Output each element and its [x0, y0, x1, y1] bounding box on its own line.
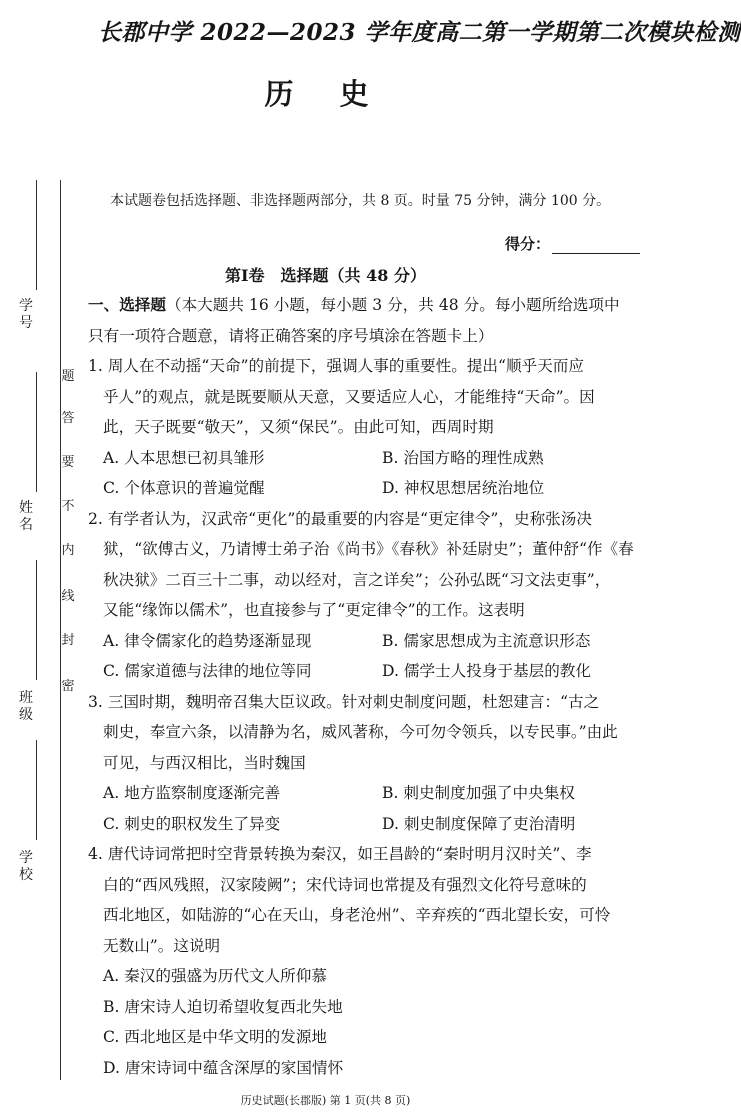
instruction-text: （本大题共 16 小题，每小题 3 分，共 48 分。每小题所给选项中	[165, 296, 620, 314]
question-stem-line: 又能“缘饰以儒术”，也直接参与了“更定律令”的工作。这表明	[103, 601, 525, 619]
seal-char: 内	[61, 543, 75, 558]
name-label: 姓 名	[19, 500, 33, 533]
option-b: B. 唐宋诗人迫切希望收复西北失地	[103, 997, 343, 1016]
score-blank	[552, 253, 640, 254]
option-row	[88, 443, 628, 474]
question-2	[88, 504, 634, 687]
question-content	[88, 290, 634, 1083]
seal-char: 题	[61, 369, 75, 384]
option-row	[88, 626, 628, 657]
option-a: A. 秦汉的强盛为历代文人所仰慕	[103, 967, 327, 985]
option-d: D. 儒学士人投身于基层的教化	[382, 662, 591, 680]
option-row	[88, 656, 628, 687]
seal-char: 不	[61, 499, 75, 514]
option-d: D. 刺史制度保障了吏治清明	[382, 814, 576, 833]
option-c: C. 个体意识的普遍觉醒	[103, 479, 265, 497]
class-blank	[36, 560, 37, 680]
option-b: B. 刺史制度加强了中央集权	[382, 784, 575, 802]
question-1	[88, 351, 628, 504]
subject-title: 历 史	[264, 77, 387, 111]
option-a: A. 律令儒家化的趋势逐渐显现	[103, 631, 312, 650]
school-label: 学 校	[19, 850, 33, 883]
question-stem-line: 此，天子既要“敬天”，又须“保民”。由此可知，西周时期	[103, 418, 494, 436]
option-row	[88, 809, 628, 840]
option-b: B. 治国方略的理性成熟	[382, 448, 544, 467]
option-d: D. 唐宋诗词中蕴含深厚的家国情怀	[103, 1058, 344, 1077]
question-stem-line: 4. 唐代诗词常把时空背景转换为秦汉，如王昌龄的“秦时明月汉时关”、李	[88, 845, 592, 863]
seal-char: 封	[61, 633, 75, 648]
page-footer: 历史试题(长郡版) 第 1 页(共 8 页)	[240, 1094, 411, 1107]
question-stem-line: 白的“西风残照，汉家陵阙”；宋代诗词也常提及有强烈文化符号意味的	[103, 875, 587, 894]
question-3	[88, 687, 628, 840]
question-stem-line: 狱，“欲傅古义，乃请博士弟子治《尚书》《春秋》补廷尉史”；董仲舒“作《春	[103, 540, 634, 558]
score-label: 得分：	[505, 235, 551, 253]
question-stem-line: 无数山”。这说明	[103, 936, 221, 955]
option-row	[88, 473, 628, 504]
question-stem-line: 1. 周人在不动摇“天命”的前提下，强调人事的重要性。提出“顺乎天而应	[88, 357, 584, 375]
section-instruction	[88, 290, 628, 321]
option-d: D. 神权思想居统治地位	[382, 479, 545, 497]
question-stem-line: 2. 有学者认为，汉武帝“更化”的最重要的内容是“更定律令”，史称张汤决	[88, 509, 592, 528]
option-a: A. 人本思想已初具雏形	[103, 448, 265, 467]
section-title: 第Ⅰ卷 选择题（共 48 分）	[225, 266, 426, 285]
class-label: 班 级	[19, 690, 33, 723]
seal-char: 密	[61, 679, 75, 694]
option-row	[88, 778, 628, 809]
option-c: C. 儒家道德与法律的地位等同	[103, 662, 312, 680]
exam-title: 长郡中学 2022—2023 学年度高二第一学期第二次模块检测	[98, 19, 741, 46]
question-4	[88, 839, 628, 1083]
part-label: 一、选择题	[88, 295, 166, 314]
question-stem-line: 可见，与西汉相比，当时魏国	[103, 753, 306, 772]
option-c: C. 西北地区是中华文明的发源地	[103, 1028, 328, 1046]
option-b: B. 儒家思想成为主流意识形态	[382, 631, 591, 650]
name-blank	[36, 372, 37, 492]
exam-intro: 本试题卷包括选择题、非选择题两部分，共 8 页。时量 75 分钟，满分 100 分。	[110, 193, 611, 209]
student-id-label: 学 号	[19, 298, 33, 331]
question-stem-line: 刺史，奉宣六条，以清静为名，威风著称，今可勿令领兵，以专民事。”由此	[103, 723, 618, 741]
instruction-text: 只有一项符合题意，请将正确答案的序号填涂在答题卡上）	[88, 326, 494, 345]
question-stem-line: 秋决狱》二百三十二事，动以经对，言之详矣”；公孙弘既“习文法吏事”，	[103, 570, 611, 589]
question-stem-line: 乎人”的观点，就是既要顺从天意，又要适应人心，才能维持“天命”。因	[103, 387, 595, 406]
question-stem-line: 3. 三国时期，魏明帝召集大臣议政。针对刺史制度问题，杜恕建言：“古之	[88, 692, 600, 711]
seal-char: 线	[61, 589, 75, 604]
school-blank	[36, 740, 37, 840]
seal-char: 答	[61, 411, 75, 426]
question-stem-line: 西北地区，如陆游的“心在天山，身老沧州”、辛弃疾的“西北望长安，可怜	[103, 906, 611, 924]
score-field	[505, 233, 640, 254]
binding-line	[60, 180, 61, 1080]
option-a: A. 地方监察制度逐渐完善	[103, 784, 281, 802]
option-c: C. 刺史的职权发生了异变	[103, 814, 281, 833]
seal-char: 要	[61, 455, 75, 470]
